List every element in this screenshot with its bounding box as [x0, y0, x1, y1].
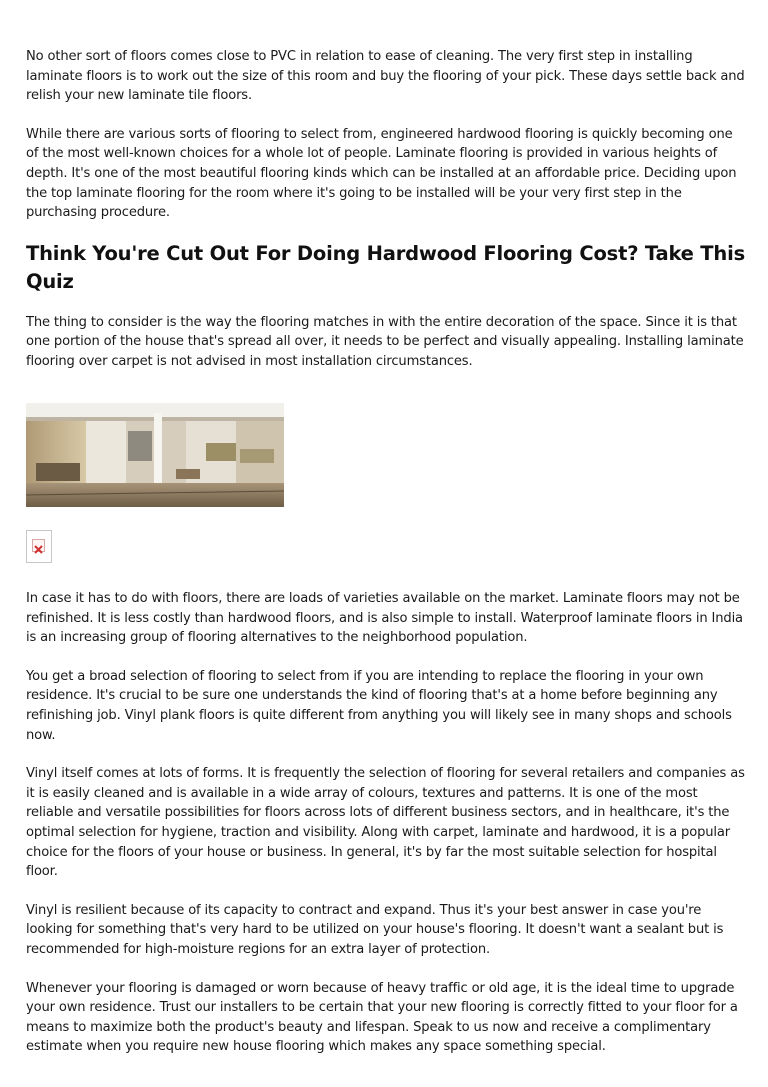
lobby-photo — [26, 403, 284, 507]
paragraph: The thing to consider is the way the flooring matches in with the entire decoration of the space. Since it is that one portion of the house that's spread all over, it needs to be perfect and visually appealing. Installing laminate flooring over carpet is not advised in most installation circumstances. — [26, 314, 744, 369]
lobby-photo-illustration — [26, 403, 284, 507]
broken-image-placeholder — [26, 530, 52, 563]
section-heading: Think You're Cut Out For Doing Hardwood Flooring Cost? Take This Quiz — [26, 241, 745, 293]
paragraph: No other sort of floors comes close to PVC in relation to ease of cleaning. The very first step in installing laminate floors is to work out the size of this room and buy the flooring of your pick. These days settle back and relish your new laminate tile floors. — [26, 49, 745, 104]
article — [26, 47, 748, 372]
paragraph: You get a broad selection of flooring to select from if you are intending to replace the flooring in your own residence. It's crucial to be sure one understands the kind of flooring that's at a home before beginning any refinishing job. Vinyl plank floors is quite different from anything you will likely see in many shops and schools now. — [26, 668, 732, 743]
paragraph: Vinyl itself comes at lots of forms. It is frequently the selection of flooring for several retailers and companies as it is easily cleaned and is available in a wide array of colours, textures and patterns. It is one of the most reliable and versatile possibilities for floors across lots of different business sectors, and in healthcare, it's the optimal selection for hygiene, traction and visibility. Along with carpet, laminate and hardwood, it is a popular choice for the floors of your house or business. In general, it's by far the most suitable selection for hospital floor. — [26, 766, 745, 880]
broken-image-icon — [32, 539, 45, 552]
paragraph: While there are various sorts of flooring to select from, engineered hardwood flooring is quickly becoming one of the most well-known choices for a whole lot of people. Laminate flooring is provided in various heights of depth. It's one of the most beautiful flooring kinds which can be installed at an affordable price. Deciding upon the top laminate flooring for the room where it's going to be installed will be your very first step in the purchasing procedure. — [26, 126, 737, 221]
article-continued — [26, 589, 748, 1057]
paragraph: In case it has to do with floors, there are loads of varieties available on the market. Laminate floors may not be refinished. It is less costly than hardwood floors, and is also simple to install. Waterproof laminate floors in India is an increasing group of flooring alternatives to the neighborhood population. — [26, 591, 743, 646]
paragraph: Whenever your flooring is damaged or worn because of heavy traffic or old age, it is the ideal time to upgrade your own residence. Trust our installers to be certain that your new flooring is correctly fitted to your floor for a means to maximize both the product's beauty and lifespan. Speak to us now and receive a complimentary estimate when you require new house flooring which makes any space something special. — [26, 980, 738, 1055]
paragraph: Vinyl is resilient because of its capacity to contract and expand. Thus it's your best answer in case you're looking for something that's very hard to be utilized on your house's flooring. It doesn't want a sealant but is recommended for high-moisture regions for an extra layer of protection. — [26, 902, 724, 957]
